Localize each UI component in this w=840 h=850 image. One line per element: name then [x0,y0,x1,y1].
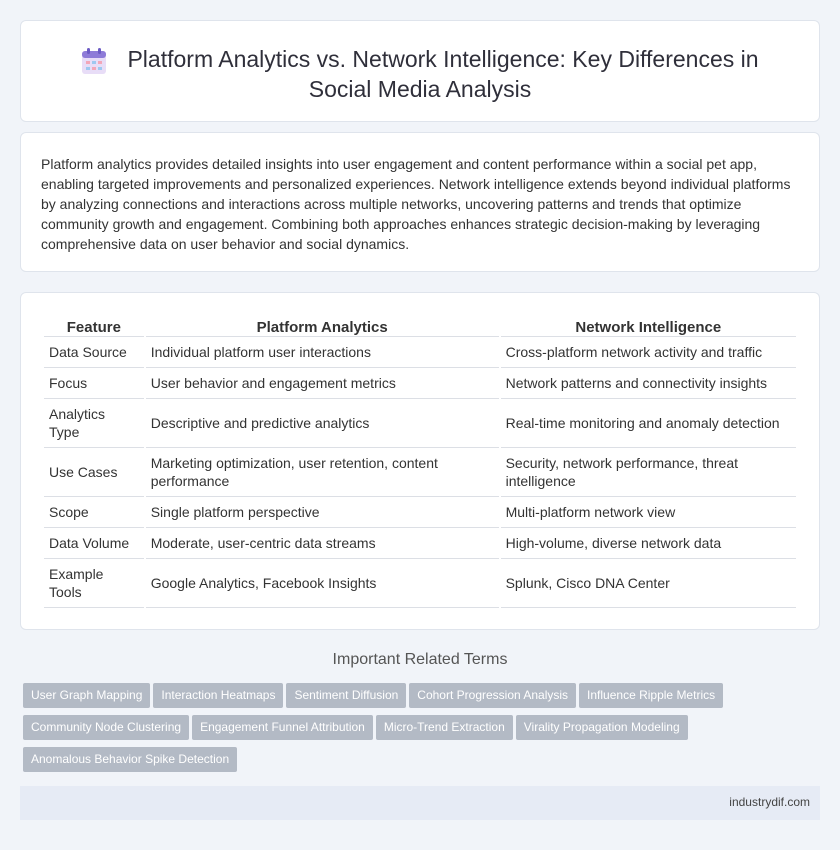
table-row [44,528,796,559]
row-platform-value: Descriptive and predictive analytics [146,399,499,448]
title-card [20,20,820,122]
intro-card [20,132,820,272]
table-row [44,448,796,497]
header-feature: Feature [44,317,144,337]
tag-cohort-progression-analysis[interactable]: Cohort Progression Analysis [409,683,576,708]
row-feature: Analytics Type [44,399,144,448]
tag-virality-propagation-modeling[interactable]: Virality Propagation Modeling [516,715,688,740]
tag-sentiment-diffusion[interactable]: Sentiment Diffusion [286,683,406,708]
tag-interaction-heatmaps[interactable]: Interaction Heatmaps [153,683,283,708]
row-platform-value: User behavior and engagement metrics [146,368,499,399]
row-feature: Data Source [44,337,144,368]
footer-site-link[interactable]: industrydif.com [729,795,810,809]
tag-user-graph-mapping[interactable]: User Graph Mapping [23,683,150,708]
comparison-card [20,292,820,630]
row-network-value: Splunk, Cisco DNA Center [501,559,796,608]
row-network-value: Security, network performance, threat intelligence [501,448,796,497]
calendar-icon [81,47,107,75]
related-terms-title: Important Related Terms [332,651,508,668]
row-feature: Data Volume [44,528,144,559]
row-platform-value: Marketing optimization, user retention, content performance [146,448,499,497]
title-wrap [61,45,779,104]
table-row [44,399,796,448]
table-row [44,559,796,608]
comparison-table [42,317,798,608]
header-platform-analytics: Platform Analytics [146,317,499,337]
row-network-value: Multi-platform network view [501,497,796,528]
table-row [44,497,796,528]
tag-influence-ripple-metrics[interactable]: Influence Ripple Metrics [579,683,723,708]
table-row [44,368,796,399]
row-network-value: Real-time monitoring and anomaly detection [501,399,796,448]
page-title: Platform Analytics vs. Network Intelligence: Key Differences in Social Media Analysis [127,46,759,102]
row-feature: Use Cases [44,448,144,497]
tag-engagement-funnel-attribution[interactable]: Engagement Funnel Attribution [192,715,373,740]
row-feature: Focus [44,368,144,399]
row-network-value: Network patterns and connectivity insights [501,368,796,399]
tag-anomalous-behavior-spike-detection[interactable]: Anomalous Behavior Spike Detection [23,747,237,772]
table-row [44,337,796,368]
tag-micro-trend-extraction[interactable]: Micro-Trend Extraction [376,715,513,740]
row-platform-value: Individual platform user interactions [146,337,499,368]
intro-paragraph: Platform analytics provides detailed insights into user engagement and content performance within a social pet app, enabling targeted improvements and personalized experiences. Network intelligence extends beyond individual platforms by analyzing connections and interactions across multiple networks, uncovering patterns and trends that optimize community growth and engagement. Combining both approaches enhances strategic decision-making by leveraging comprehensive data on user behavior and social dynamics. [41,156,791,252]
row-network-value: High-volume, diverse network data [501,528,796,559]
row-platform-value: Google Analytics, Facebook Insights [146,559,499,608]
tag-community-node-clustering[interactable]: Community Node Clustering [23,715,189,740]
footer [20,786,820,820]
row-feature: Scope [44,497,144,528]
row-network-value: Cross-platform network activity and traffic [501,337,796,368]
related-terms-list [23,683,813,779]
row-platform-value: Moderate, user-centric data streams [146,528,499,559]
row-feature: Example Tools [44,559,144,608]
row-platform-value: Single platform perspective [146,497,499,528]
header-network-intelligence: Network Intelligence [501,317,796,337]
